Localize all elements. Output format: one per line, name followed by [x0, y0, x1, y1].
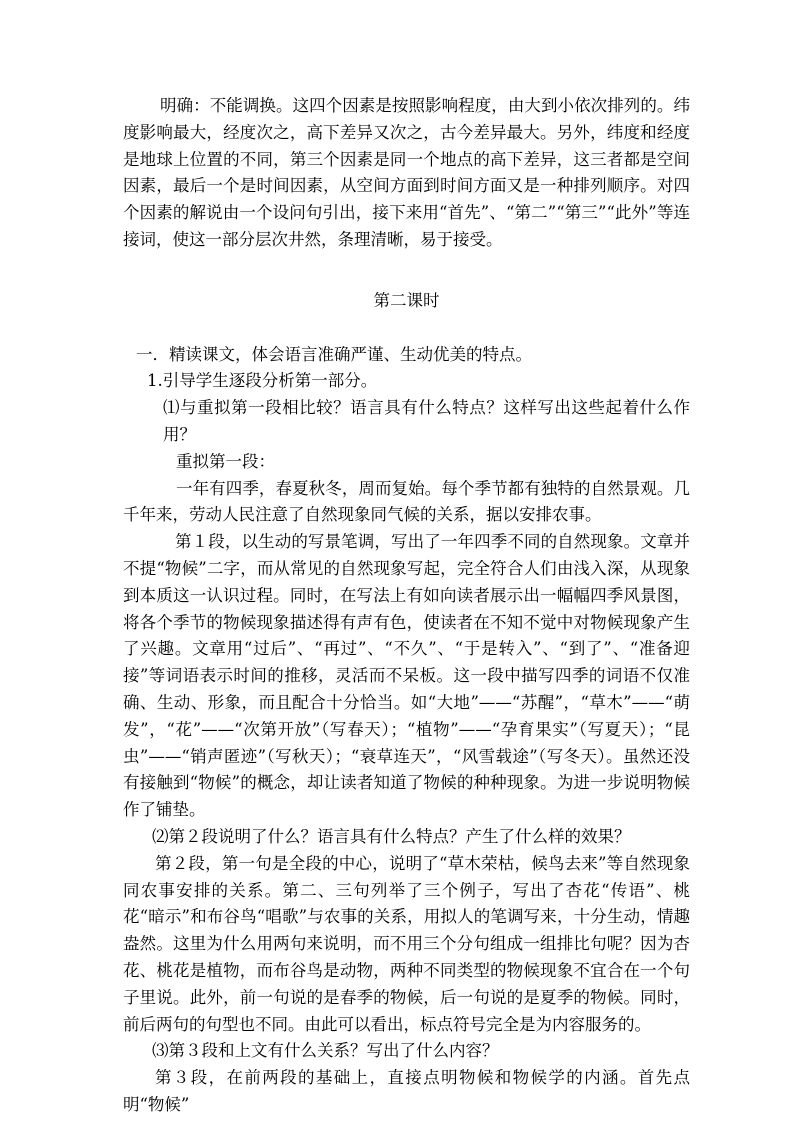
answer-paragraph: 明确：不能调换。这四个因素是按照影响程度，由大到小依次排列的。纬度影响最大，经度次之，高下差异又次之，古今差异最大。另外，纬度和经度是地球上位置的不同，第三个因素是同一个地点的高下差异，这三者都是空间因素，最后一个是时间因素，从空间方面到时间方面又是一种排列顺序。对四个因素的解说由一个设问句引出，接下来用“首先”、“第二”“第三”“此外”等连接词，使这一部分层次井然，条理清晰，易于接受。: [123, 96, 690, 249]
lesson-heading: 第二课时: [373, 290, 440, 310]
question-one: ⑴与重拟第一段相比较？语言具有什么特点？这样写出这些起着什么作用？: [163, 398, 690, 444]
analysis-paragraph-3: 第３段，在前两段的基础上，直接点明物候和物候学的内涵。首先点明“物候”: [123, 1068, 690, 1114]
question-three: ⑶第３段和上文有什么关系？写出了什么内容？: [152, 1041, 499, 1061]
analysis-paragraph-1: 第１段，以生动的写景笔调，写出了一年四季不同的自然现象。文章并不提“物候”二字，而从常见的自然现象写起，完全符合人们由浅入深，从现象到本质这一认识过程。同时，在写法上有如向读者展示出一幅幅四季风景图，将各个季节的物候现象描述得有声有色，使读者在不知不觉中对物候现象产生了兴趣。文章用“过后”、“再过”、“不久”、“于是转入”、“到了”、“准备迎接”等词语表示时间的推移，灵活而不呆板。这一段中描写四季的词语不仅准确、生动、形象，而且配合十分恰当。如“大地”——“苏醒”，“草木”——“萌发”，“花”——“次第开放”（写春天）；“植物”——“孕育果实”（写夏天）；“昆虫”——“销声匿迹”（写秋天）；“衰草连天”，“风雪载途”（写冬天）。虽然还没有接触到“物候”的概念，却让读者知道了物候的种种现象。为进一步说明物候作了铺垫。: [123, 532, 690, 820]
question-two: ⑵第２段说明了什么？语言具有什么特点？产生了什么样的效果？: [152, 826, 631, 846]
analysis-paragraph-2: 第２段，第一句是全段的中心，说明了“草木荣枯，候鸟去来”等自然现象同农事安排的关系。第二、三句列举了三个例子，写出了杏花“传语”、桃花“暗示”和布谷鸟“唱歌”与农事的关系，用拟人的笔调写来，十分生动，情趣盎然。这里为什么用两句来说明，而不用三个分句组成一组排比句呢？因为杏花、桃花是植物，而布谷鸟是动物，两种不同类型的物候现象不宜合在一个句子里说。此外，前一句说的是春季的物候，后一句说的是夏季的物候。同时，前后两句的句型也不同。由此可以看出，标点符号完全是为内容服务的。: [123, 853, 690, 1034]
rewrite-paragraph: 一年有四季，春夏秋冬，周而复始。每个季节都有独特的自然景观。几千年来，劳动人民注意了自然现象同气候的关系，据以安排农事。: [123, 478, 690, 525]
item-heading: 1.引导学生逐段分析第一部分。: [147, 371, 378, 391]
rewrite-label: 重拟第一段：: [176, 451, 275, 471]
document-page: [123, 93, 690, 1119]
section-heading: 一．精读课文，体会语言准确严谨、生动优美的特点。: [136, 344, 532, 364]
